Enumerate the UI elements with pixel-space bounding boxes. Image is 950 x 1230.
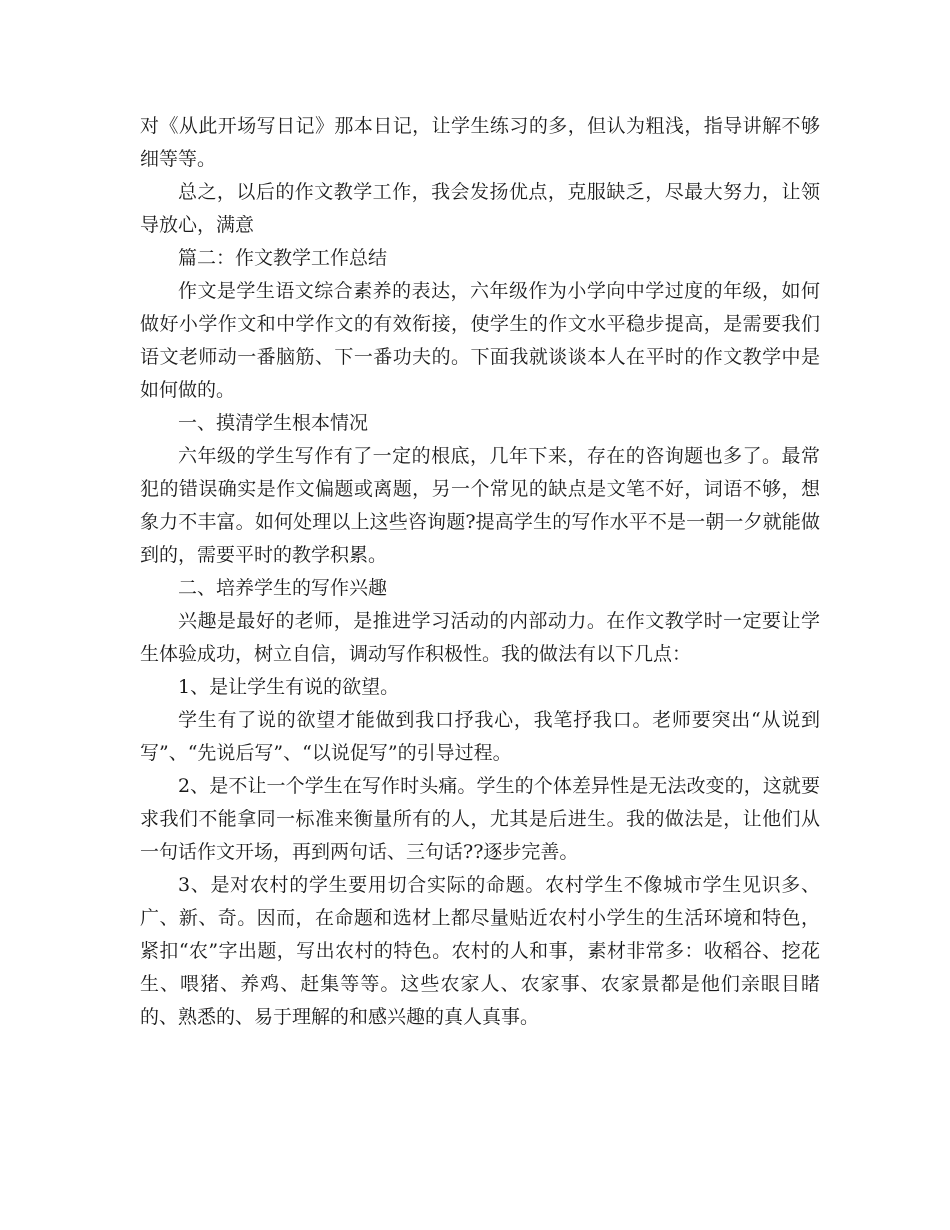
paragraph-intro: 作文是学生语文综合素养的表达，六年级作为小学向中学过度的年级，如何做好小学作文和中学作文的有效衔接，使学生的作文水平稳步提高，是需要我们语文老师动一番脑筋、下一番功夫的。下面我就谈谈本人在平时的作文教学中是如何做的。 — [140, 280, 820, 401]
paragraph-interest: 兴趣是最好的老师，是推进学习活动的内部动力。在作文教学时一定要让学生体验成功，树立自信，调动写作积极性。我的做法有以下几点： — [140, 610, 820, 665]
section-title-part-two: 篇二：作文教学工作总结 — [178, 247, 388, 269]
paragraph-student-situation: 六年级的学生写作有了一定的根底，几年下来，存在的咨询题也多了。最常犯的错误确实是作文偏题或离题，另一个常见的缺点是文笔不好，词语不够，想象力不丰富。如何处理以上这些咨询题?提高学生的写作水平不是一朝一夕就能做到的，需要平时的教学积累。 — [140, 445, 820, 566]
heading-one: 一、摸清学生根本情况 — [178, 412, 369, 434]
paragraph-diary-note: 对《从此开场写日记》那本日记，让学生练习的多，但认为粗浅，指导讲解不够细等等。 — [140, 115, 820, 170]
paragraph-speaking-desire: 学生有了说的欲望才能做到我口抒我心，我笔抒我口。老师要突出“从说到写”、“先说后写”、“以说促写”的引导过程。 — [140, 709, 820, 764]
list-item-one: 1、是让学生有说的欲望。 — [178, 676, 400, 698]
heading-two: 二、培养学生的写作兴趣 — [178, 577, 388, 599]
document-body — [140, 110, 820, 1034]
paragraph-conclusion: 总之，以后的作文教学工作，我会发扬优点，克服缺乏，尽最大努力，让领导放心，满意 — [140, 181, 820, 236]
list-item-three: 3、是对农村的学生要用切合实际的命题。农村学生不像城市学生见识多、广、新、奇。因而，在命题和选材上都尽量贴近农村小学生的生活环境和特色，紧扣“农”字出题，写出农村的特色。农村的人和事，素材非常多：收稻谷、挖花生、喂猪、养鸡、赶集等等。这些农家人、农家事、农家景都是他们亲眼目睹的、熟悉的、易于理解的和感兴趣的真人真事。 — [140, 874, 820, 1028]
list-item-two: 2、是不让一个学生在写作时头痛。学生的个体差异性是无法改变的，这就要求我们不能拿同一标准来衡量所有的人，尤其是后进生。我的做法是，让他们从一句话作文开场，再到两句话、三句话??逐步完善。 — [140, 775, 820, 863]
